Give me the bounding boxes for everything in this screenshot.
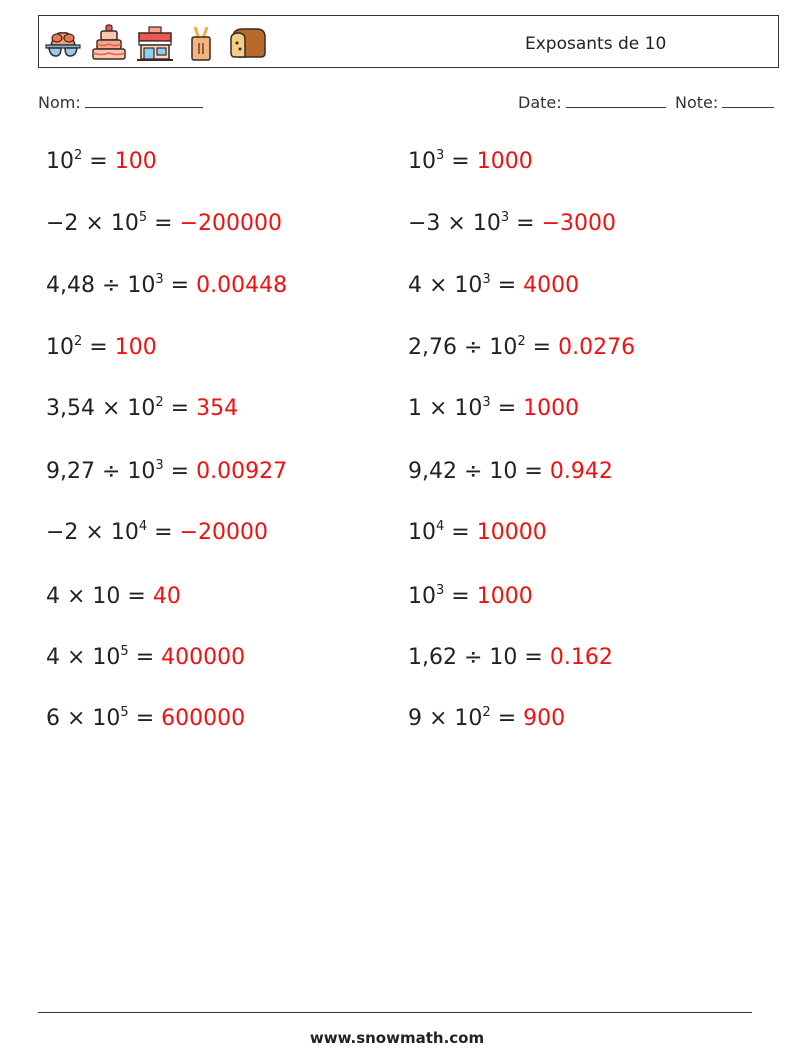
- problem-left-8: 4 × 10 = 40: [46, 584, 181, 609]
- sunglasses-icon: [43, 23, 83, 63]
- problem-answer: −20000: [179, 520, 268, 545]
- problem-right-4: $2,76 \div 10^2 = 0.0276$: [408, 334, 636, 360]
- problem-answer: 900: [523, 706, 566, 731]
- cake-icon: [89, 23, 129, 63]
- problem-expression: 9,27 ÷ 10: [46, 459, 156, 484]
- problem-exponent: 3: [436, 583, 445, 598]
- problem-exponent: 3: [482, 395, 491, 410]
- problem-left-6: $9,27 \div 10^3 = 0.00927$: [46, 458, 288, 484]
- problem-exponent: 2: [517, 334, 526, 349]
- problem-exponent: 2: [155, 395, 164, 410]
- problem-answer: −200000: [179, 211, 282, 236]
- problem-answer: 40: [152, 584, 181, 609]
- problem-exponent: 3: [482, 272, 491, 287]
- problem-left-1: $10^2 = 100$: [46, 148, 157, 174]
- problem-expression: −2 × 10: [46, 211, 139, 236]
- problem-left-10: $6 \times 10^5 = 600000$: [46, 705, 246, 731]
- problem-right-3: $4 \times 10^3 = 4000$: [408, 272, 580, 298]
- problem-expression: 4 × 10: [46, 645, 121, 670]
- problem-expression: 4 × 10: [46, 584, 121, 609]
- name-field[interactable]: [38, 93, 203, 112]
- name-label: Nom:: [38, 93, 81, 112]
- problem-right-5: $1 \times 10^3 = 1000$: [408, 395, 580, 421]
- problem-expression: 2,76 ÷ 10: [408, 335, 518, 360]
- problem-answer: 0.0276: [558, 335, 636, 360]
- date-label: Date:: [518, 93, 562, 112]
- problem-exponent: 2: [74, 148, 83, 163]
- problem-expression: 3,54 × 10: [46, 396, 156, 421]
- name-blank-line[interactable]: [85, 94, 203, 108]
- problem-expression: 10: [46, 149, 74, 174]
- note-field[interactable]: [675, 93, 774, 112]
- problem-answer: 0.00448: [196, 273, 288, 298]
- footer-divider: [38, 1012, 752, 1013]
- problem-expression: 4,48 ÷ 10: [46, 273, 156, 298]
- bread-icon: [227, 23, 267, 63]
- problem-answer: 100: [114, 335, 157, 360]
- problem-left-2: $-2 \times 10^5 = -200000$: [46, 210, 282, 236]
- problem-answer: 10000: [476, 520, 547, 545]
- problem-left-3: $4,48 \div 10^3 = 0.00448$: [46, 272, 288, 298]
- problem-answer: 0.942: [549, 459, 613, 484]
- problem-expression: 6 × 10: [46, 706, 121, 731]
- problem-exponent: 5: [120, 644, 129, 659]
- problem-exponent: 2: [482, 705, 491, 720]
- problem-answer: 354: [196, 396, 239, 421]
- pencil-cup-icon: [181, 23, 221, 63]
- problem-exponent: 4: [436, 519, 445, 534]
- problem-exponent: 2: [74, 334, 83, 349]
- problem-expression: 10: [408, 520, 436, 545]
- problem-exponent: 3: [155, 458, 164, 473]
- problem-expression: 1,62 ÷ 10: [408, 645, 518, 670]
- note-label: Note:: [675, 93, 719, 112]
- problem-answer: −3000: [541, 211, 616, 236]
- problem-answer: 100: [114, 149, 157, 174]
- problem-right-10: $9 \times 10^2 = 900$: [408, 705, 566, 731]
- problem-exponent: 3: [155, 272, 164, 287]
- problem-expression: 4 × 10: [408, 273, 483, 298]
- problem-exponent: 3: [436, 148, 445, 163]
- problem-left-7: $-2 \times 10^4 = -20000$: [46, 519, 268, 545]
- problem-answer: 1000: [523, 396, 580, 421]
- problem-expression: 10: [408, 584, 436, 609]
- date-blank-line[interactable]: [566, 94, 666, 108]
- problem-expression: 9,42 ÷ 10: [408, 459, 518, 484]
- problem-exponent: 3: [500, 210, 510, 225]
- problem-answer: 0.00927: [196, 459, 288, 484]
- note-blank-line[interactable]: [722, 94, 774, 108]
- problem-exponent: 5: [138, 210, 148, 225]
- problem-answer: 1000: [476, 149, 533, 174]
- problem-exponent: 4: [138, 519, 148, 534]
- problem-expression: 1 × 10: [408, 396, 483, 421]
- worksheet-title: Exposants de 10: [525, 34, 667, 54]
- problem-expression: −2 × 10: [46, 520, 139, 545]
- problem-expression: 10: [46, 335, 74, 360]
- problem-right-7: $10^4 = 10000$: [408, 519, 547, 545]
- problem-answer: 0.162: [549, 645, 613, 670]
- problem-left-4: $10^2 = 100$: [46, 334, 157, 360]
- problem-right-6: 9,42 ÷ 10 = 0.942: [408, 459, 613, 484]
- problem-left-5: $3,54 \times 10^2 = 354$: [46, 395, 239, 421]
- problem-right-8: $10^3 = 1000$: [408, 583, 533, 609]
- problem-expression: −3 × 10: [408, 211, 501, 236]
- shop-icon: [135, 23, 175, 63]
- header-icons: [43, 23, 267, 63]
- date-field[interactable]: [518, 93, 666, 112]
- problem-answer: 400000: [161, 645, 246, 670]
- problem-expression: 9 × 10: [408, 706, 483, 731]
- worksheet-header: [38, 15, 779, 68]
- problem-answer: 600000: [161, 706, 246, 731]
- problem-right-1: $10^3 = 1000$: [408, 148, 533, 174]
- problem-exponent: 5: [120, 705, 129, 720]
- problem-answer: 1000: [476, 584, 533, 609]
- problem-right-2: $-3 \times 10^3 = -3000$: [408, 210, 616, 236]
- problem-expression: 10: [408, 149, 436, 174]
- problem-right-9: 1,62 ÷ 10 = 0.162: [408, 645, 613, 670]
- problem-answer: 4000: [523, 273, 580, 298]
- problem-left-9: $4 \times 10^5 = 400000$: [46, 644, 246, 670]
- footer-site-link[interactable]: www.snowmath.com: [309, 1029, 485, 1047]
